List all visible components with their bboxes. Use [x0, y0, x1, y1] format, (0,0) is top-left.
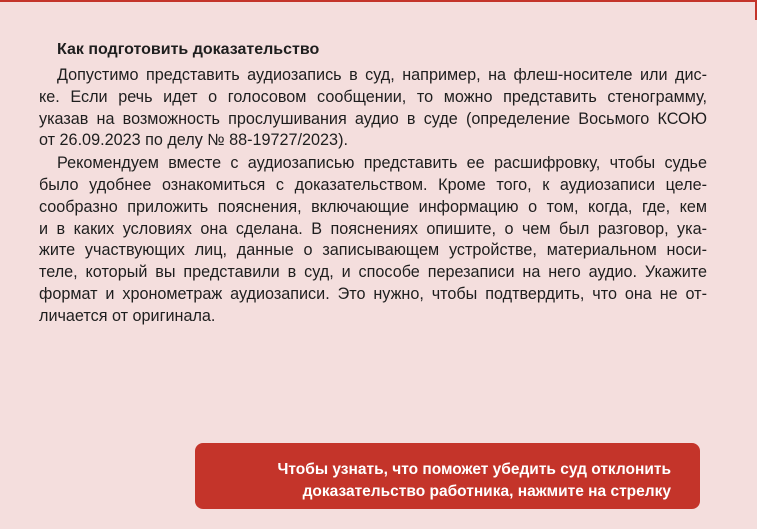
paragraph-line: от 26.09.2023 по делу № 88-19727/2023).: [39, 131, 348, 150]
paragraph-line: Рекомендуем вместе с аудиозаписью представить ее расшифровку, чтобы судье: [57, 154, 707, 173]
paragraph-line: и в каких условиях она сделана. В пояснениях опишите, о чем был разговор, ука-: [39, 219, 707, 238]
article-block: [39, 38, 707, 329]
paragraph-line: указав на возможность прослушивания аудио в суде (определение Восьмого КСОЮ: [39, 109, 707, 128]
paragraph-1: [39, 65, 707, 152]
article-heading: Как подготовить доказательство: [57, 41, 320, 58]
paragraph-line: было удобнее ознакомиться с доказательством. Кроме того, к аудиозаписи целе-: [39, 175, 707, 194]
paragraph-line: личается от оригинала.: [39, 306, 216, 325]
cta-text-line: доказательство работника, нажмите на стрелку: [302, 483, 671, 500]
paragraph-line: сообразно приложить пояснения, включающие информацию о том, когда, где, кем: [39, 197, 707, 216]
paragraph-2: [39, 153, 707, 327]
paragraph-line: жите участвующих лиц, данные о записывающем устройстве, материальном носи-: [39, 241, 707, 260]
cta-text-line: Чтобы узнать, что поможет убедить суд отклонить: [277, 461, 671, 478]
related-article-button[interactable]: [195, 443, 700, 509]
paragraph-line: теле, который вы представили в суд, и способе перезаписи на него аудио. Укажите: [39, 263, 707, 282]
paragraph-line: формат и хронометраж аудиозаписи. Это нужно, чтобы подтвердить, что она не от-: [39, 284, 707, 303]
paragraph-line: Допустимо представить аудиозапись в суд, например, на флеш-носителе или дис-: [57, 66, 707, 84]
top-border-line: [0, 0, 757, 2]
paragraph-line: ке. Если речь идет о голосовом сообщении, то можно представить стенограмму,: [39, 87, 707, 106]
